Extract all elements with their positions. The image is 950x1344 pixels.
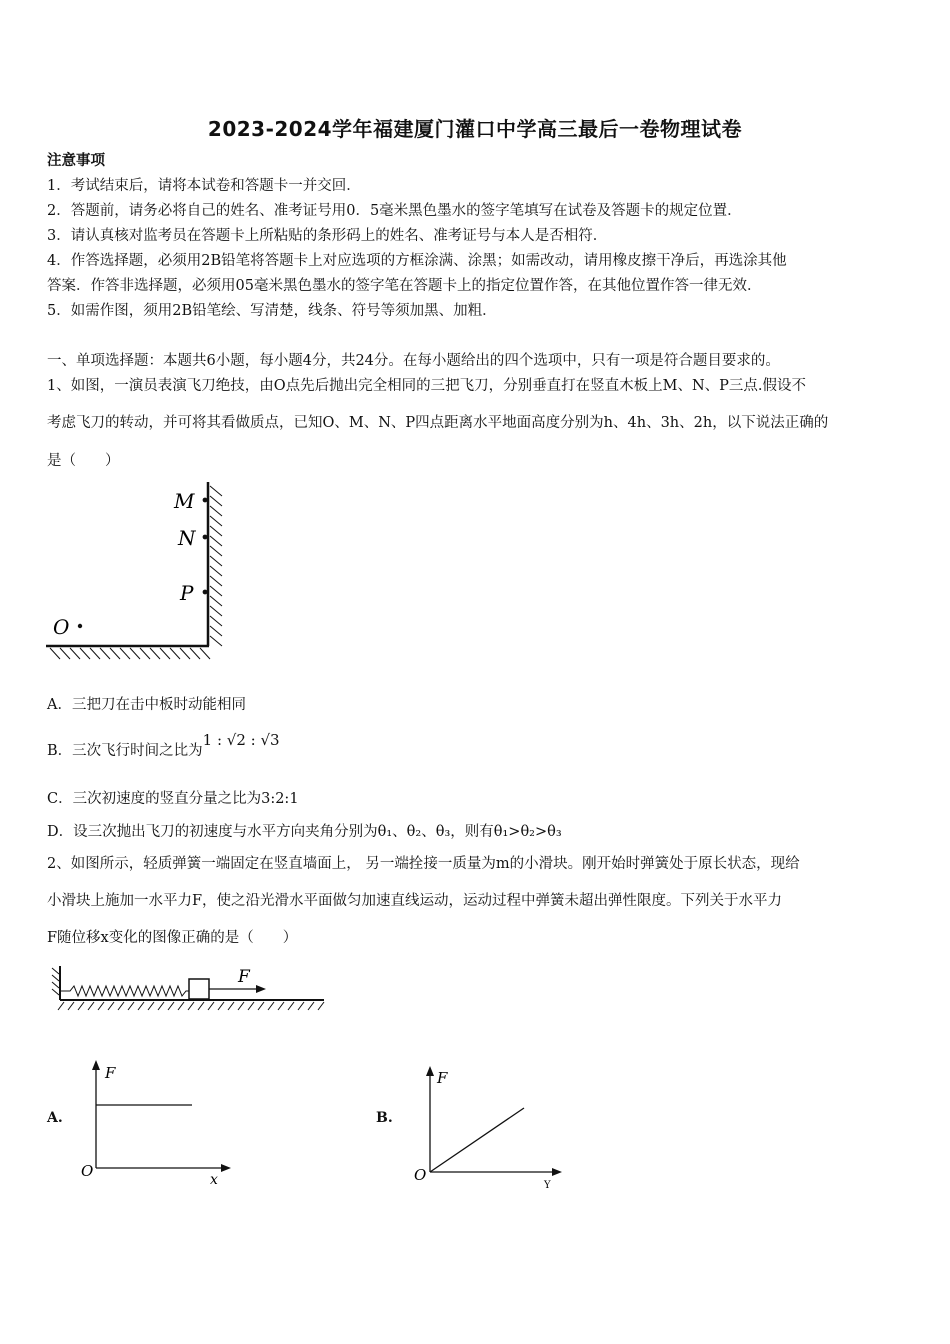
point-m [203, 498, 208, 503]
graph-a [78, 1058, 238, 1188]
notice-item-4: 4．作答选择题，必须用2B铅笔将答题卡上对应选项的方框涂满、涂黑；如需改动，请用橡皮擦干净后，再选涂其他 [47, 253, 787, 269]
label-p: P [180, 581, 194, 605]
label-o: O [53, 615, 70, 639]
graph-b [410, 1062, 570, 1192]
graph-b-origin: O [414, 1166, 427, 1184]
label-m: M [174, 489, 195, 513]
graph-b-x-label: Y [544, 1180, 551, 1191]
notice-item-1: 1．考试结束后，请将本试卷和答题卡一并交回． [47, 178, 361, 194]
q2-text-line3: F随位移x变化的图像正确的是（ ） [47, 930, 298, 946]
notice-item-5: 5．如需作图，须用2B铅笔绘、写清楚，线条、符号等须加黑、加粗． [47, 303, 497, 319]
graph-a-origin: O [81, 1162, 94, 1180]
notice-item-3: 3．请认真核对监考员在答题卡上所粘贴的条形码上的姓名、准考证号与本人是否相符． [47, 228, 608, 244]
notice-item-2: 2．答题前，请务必将自己的姓名、准考证号用0．5毫米黑色墨水的签字笔填写在试卷及答题卡的规定位置． [47, 203, 742, 219]
q2-spring-figure [50, 962, 330, 1014]
q1-text-line2: 考虑飞刀的转动，并可将其看做质点，已知O、M、N、P四点距离水平地面高度分别为h、4h、3h、2h，以下说法正确的 [47, 415, 829, 431]
q1-text-line1: 1、如图，一演员表演飞刀绝技，由O点先后抛出完全相同的三把飞刀，分别垂直打在竖直木板上M、N、P三点.假设不 [47, 378, 807, 394]
q1-option-b [47, 731, 280, 760]
notice-item-4-cont: 答案．作答非选择题，必须用05毫米黑色墨水的签字笔在答题卡上的指定位置作答，在其他位置作答一律无效． [47, 278, 762, 294]
q1-option-b-text: B．三次飞行时间之比为 [47, 743, 203, 759]
point-p [203, 590, 208, 595]
q2-text-line1: 2、如图所示，轻质弹簧一端固定在竖直墙面上， 另一端拴接一质量为m的小滑块。刚开始时弹簧处于原长状态，现给 [47, 856, 800, 872]
graph-a-x-label: x [210, 1172, 218, 1188]
force-label: F [238, 967, 250, 987]
q1-figure [44, 482, 234, 664]
graph-a-label: A. [47, 1110, 63, 1126]
graph-a-y-label: F [105, 1064, 116, 1082]
q1-option-d: D．设三次抛出飞刀的初速度与水平方向夹角分别为θ₁、θ₂、θ₃，则有θ₁>θ₂>θ₃ [47, 824, 562, 840]
q2-text-line2: 小滑块上施加一水平力F，使之沿光滑水平面做匀加速直线运动，运动过程中弹簧未超出弹性限度。下列关于水平力 [47, 893, 783, 909]
page-title: 2023-2024学年福建厦门灌口中学高三最后一卷物理试卷 [207, 117, 743, 141]
label-n: N [178, 526, 196, 550]
graph-b-label: B. [376, 1110, 393, 1126]
q1-option-a: A．三把刀在击中板时动能相同 [47, 697, 246, 713]
graph-b-y-label: F [437, 1069, 448, 1087]
q1-option-b-formula: 1 : √2 : √3 [202, 731, 280, 749]
point-n [203, 535, 208, 540]
section-heading: 一、单项选择题：本题共6小题，每小题4分，共24分。在每小题给出的四个选项中，只有一项是符合题目要求的。 [47, 353, 780, 369]
q1-option-c: C．三次初速度的竖直分量之比为3:2:1 [47, 791, 299, 807]
point-o [78, 624, 82, 628]
notice-heading: 注意事项 [47, 152, 105, 169]
graph-b-line [430, 1108, 524, 1172]
q1-text-line3: 是（ ） [47, 453, 120, 469]
slider-block [189, 979, 209, 999]
